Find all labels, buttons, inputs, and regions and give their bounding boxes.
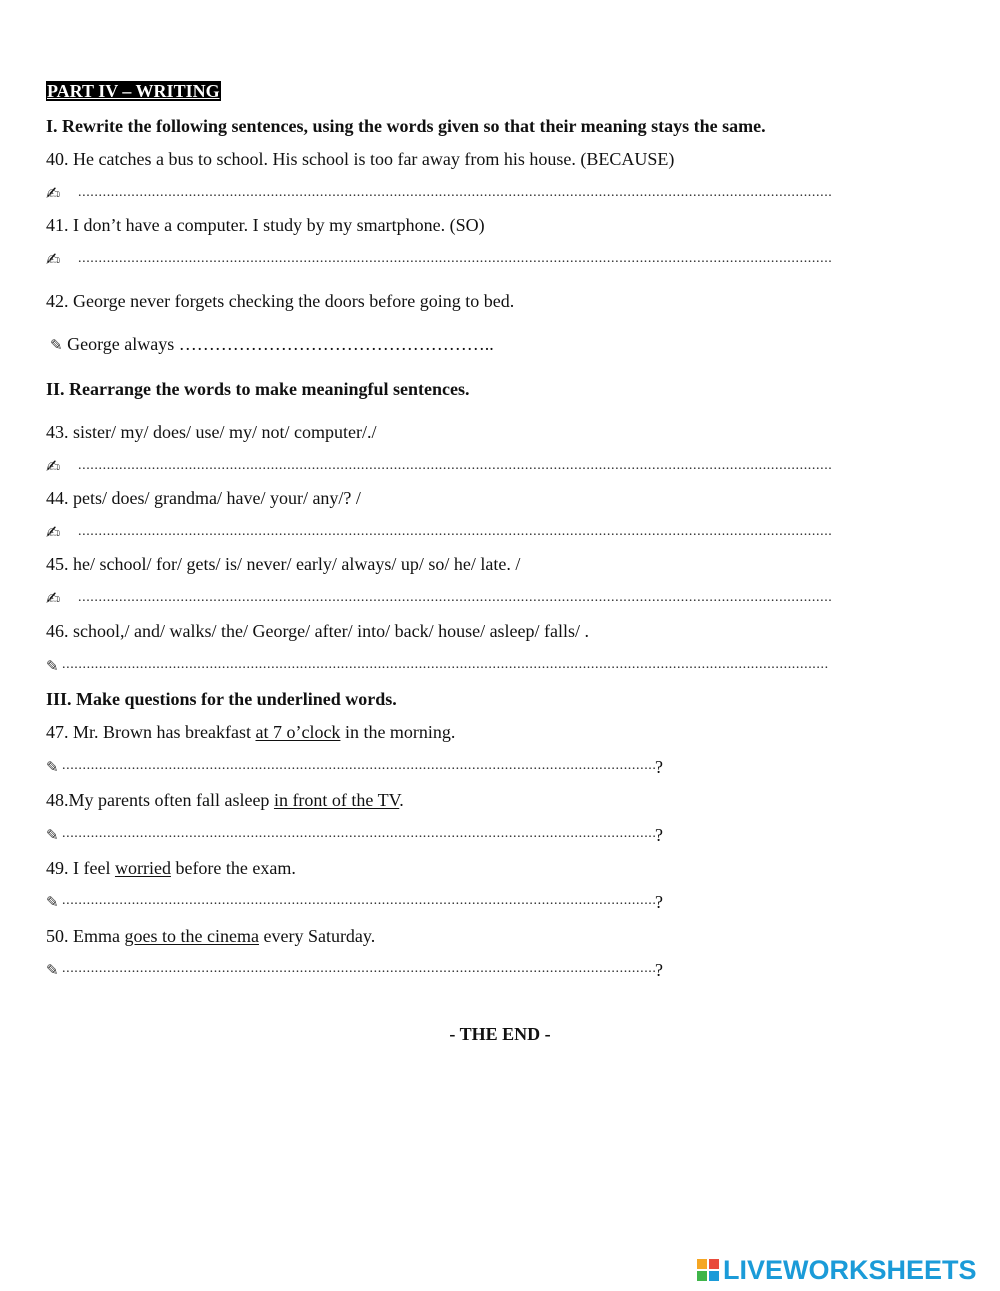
answer-42-dots: …………………………………………….. <box>178 334 494 354</box>
answer-line-40[interactable] <box>78 182 832 204</box>
answer-42[interactable] <box>50 333 494 356</box>
question-mark: ? <box>655 825 663 845</box>
logo-block <box>709 1271 719 1281</box>
question-48-post: . <box>399 790 404 810</box>
answer-line-44[interactable] <box>78 521 832 543</box>
question-47-post: in the morning. <box>340 722 456 742</box>
question-47-underlined: at 7 o’clock <box>255 722 341 742</box>
question-mark: ? <box>655 960 663 980</box>
question-46: 46. school,/ and/ walks/ the/ George/ after/ into/ back/ house/ asleep/ falls/ . <box>46 621 590 641</box>
question-41: 41. I don’t have a computer. I study by my smartphone. (SO) <box>46 215 485 235</box>
question-40: 40. He catches a bus to school. His school is too far away from his house. (BECAUSE) <box>46 149 675 169</box>
part-title <box>46 80 221 102</box>
pencil-icon: ✎ <box>46 826 59 844</box>
question-48-pre: 48.My parents often fall asleep <box>46 790 274 810</box>
answer-line-46[interactable] <box>62 654 828 676</box>
question-47-pre: 47. Mr. Brown has breakfast <box>46 722 256 742</box>
question-50-pre: 50. Emma <box>46 926 125 946</box>
question-50-underlined: goes to the cinema <box>124 926 259 946</box>
question-50-post: every Saturday. <box>258 926 376 946</box>
question-mark: ? <box>655 892 663 912</box>
pencil-icon: ✎ <box>46 758 59 776</box>
answer-line-47[interactable] <box>62 755 655 777</box>
question-48-underlined: in front of the TV <box>273 790 400 810</box>
logo-text: LIVEWORKSHEETS <box>723 1255 977 1285</box>
answer-line-45[interactable] <box>78 587 832 609</box>
logo-block <box>697 1271 707 1281</box>
pen-icon: ✍ <box>46 250 61 270</box>
question-50 <box>46 925 375 947</box>
answer-line-41[interactable] <box>78 248 832 270</box>
question-42: 42. George never forgets checking the doors before going to bed. <box>46 291 515 311</box>
logo-block <box>709 1259 719 1269</box>
question-44: 44. pets/ does/ grandma/ have/ your/ any/? / <box>46 488 361 508</box>
pencil-icon: ✎ <box>46 893 59 911</box>
logo-block <box>697 1259 707 1269</box>
pen-icon: ✍ <box>46 184 61 204</box>
part-title-text: PART IV – WRITING <box>47 81 220 101</box>
answer-42-prefix: George always <box>67 334 175 354</box>
section-1-heading: I. Rewrite the following sentences, using the words given so that their meaning stays the same. <box>46 116 766 136</box>
pencil-icon: ✎ <box>46 961 59 979</box>
question-49-post: before the exam. <box>170 858 296 878</box>
question-48 <box>46 789 404 811</box>
pencil-icon: ✎ <box>46 657 59 675</box>
question-49 <box>46 857 296 879</box>
answer-line-48[interactable] <box>62 823 655 845</box>
liveworksheets-logo[interactable] <box>697 1255 977 1285</box>
pen-icon: ✍ <box>46 589 61 609</box>
answer-line-43[interactable] <box>78 455 832 477</box>
answer-line-49[interactable] <box>62 890 655 912</box>
the-end: - THE END - <box>449 1024 551 1044</box>
question-43: 43. sister/ my/ does/ use/ my/ not/ computer/./ <box>46 422 377 442</box>
section-2-heading: II. Rearrange the words to make meaningful sentences. <box>46 379 470 399</box>
pen-icon: ✍ <box>46 457 61 477</box>
logo-blocks-icon <box>697 1259 719 1281</box>
question-47 <box>46 721 455 743</box>
section-3-heading: III. Make questions for the underlined words. <box>46 689 397 709</box>
question-45: 45. he/ school/ for/ gets/ is/ never/ early/ always/ up/ so/ he/ late. / <box>46 554 521 574</box>
question-mark: ? <box>655 757 663 777</box>
question-49-pre: 49. I feel <box>46 858 115 878</box>
pen-icon: ✍ <box>46 523 61 543</box>
question-49-underlined: worried <box>114 858 171 878</box>
pencil-icon: ✎ <box>50 336 63 354</box>
answer-line-50[interactable] <box>62 958 655 980</box>
